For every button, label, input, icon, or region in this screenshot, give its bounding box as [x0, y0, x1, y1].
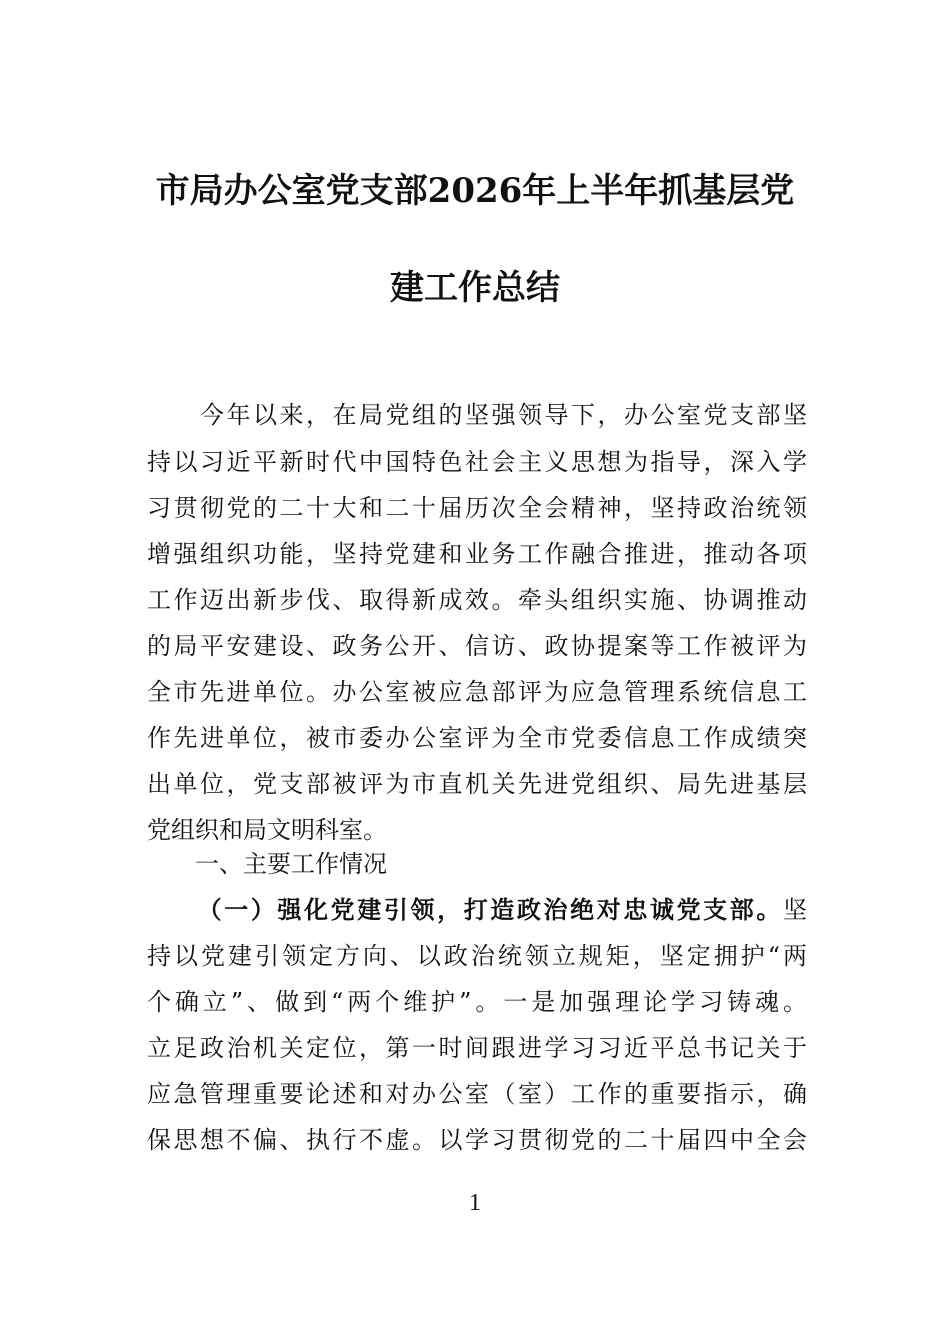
- intro-paragraph-line: 党组织和局文明科室。: [147, 816, 387, 844]
- section-first-line: [147, 895, 807, 925]
- intro-paragraph-line: 持以习近平新时代中国特色社会主义思想为指导，深入学: [147, 448, 807, 476]
- section-paragraph-line: 持以党建引领定方向、以政治统领立规矩，坚定拥护“两: [147, 942, 807, 970]
- page-number: 1: [469, 1190, 481, 1216]
- intro-paragraph-line: 作先进单位，被市委办公室评为全市党委信息工作成绩突: [147, 724, 807, 752]
- section-paragraph-line: 应急管理重要论述和对办公室（室）工作的重要指示，确: [147, 1080, 807, 1108]
- section-paragraph-line: 保思想不偏、执行不虚。以学习贯彻党的二十届四中全会: [147, 1126, 807, 1154]
- subsection-text-start: 坚: [783, 896, 807, 924]
- document-title-line-2: 建工作总结: [390, 268, 560, 308]
- intro-paragraph-line: 的局平安建设、政务公开、信访、政协提案等工作被评为: [147, 632, 807, 660]
- intro-paragraph-line: 增强组织功能，坚持党建和业务工作融合推进，推动各项: [147, 540, 807, 568]
- section-paragraph-line: 立足政治机关定位，第一时间跟进学习习近平总书记关于: [147, 1034, 807, 1062]
- intro-paragraph-line: 全市先进单位。办公室被应急部评为应急管理系统信息工: [147, 678, 807, 706]
- document-title-line-1: 市局办公室党支部2026年上半年抓基层党: [155, 171, 795, 211]
- section-heading: 一、主要工作情况: [195, 850, 387, 878]
- intro-paragraph-line: 今年以来，在局党组的坚强领导下，办公室党支部坚: [147, 401, 807, 429]
- subsection-title: （一）强化党建引领，打造政治绝对忠诚党支部。: [195, 895, 783, 924]
- section-paragraph-line: 个确立”、做到“两个维护”。一是加强理论学习铸魂。: [147, 988, 807, 1016]
- intro-paragraph-line: 出单位，党支部被评为市直机关先进党组织、局先进基层: [147, 770, 807, 798]
- intro-paragraph-line: 工作迈出新步伐、取得新成效。牵头组织实施、协调推动: [147, 586, 807, 614]
- intro-paragraph-line: 习贯彻党的二十大和二十届历次全会精神，坚持政治统领: [147, 494, 807, 522]
